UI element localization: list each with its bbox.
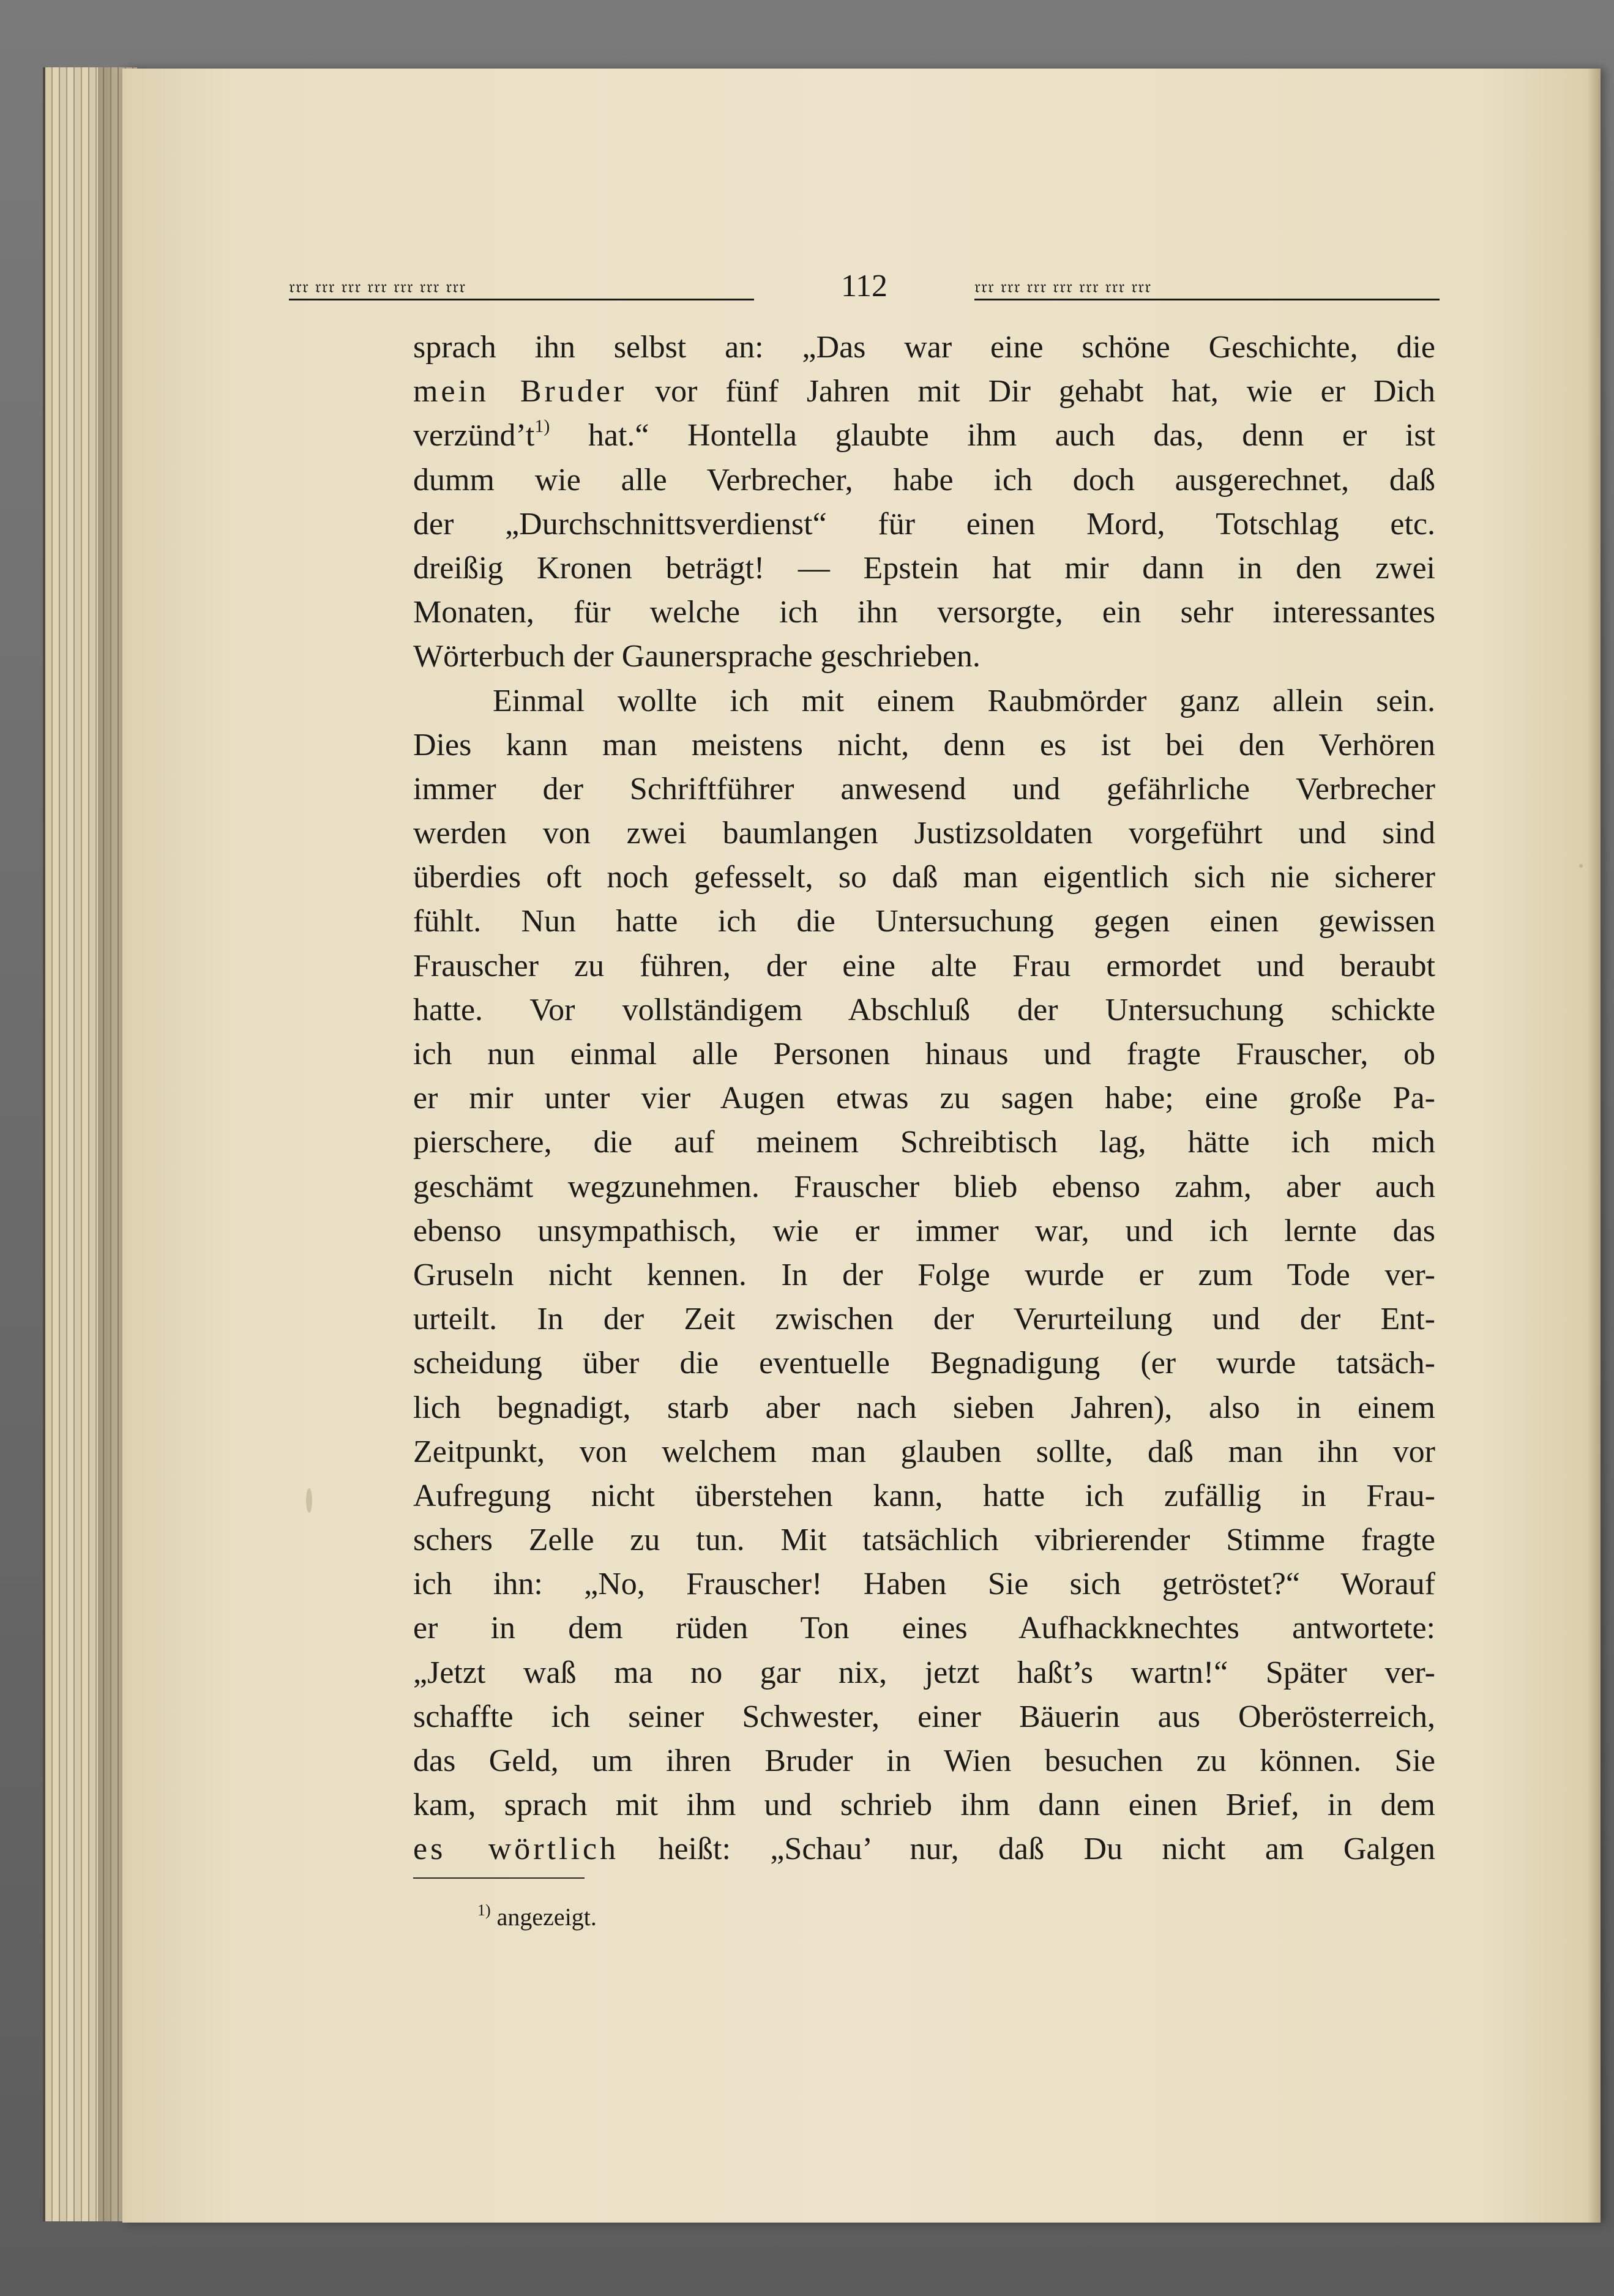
text-line: werden von zwei baumlangen Justizsoldaten vorgeführt und sind: [413, 816, 1435, 851]
paper-stain: [306, 1488, 312, 1513]
text-line: kam, sprach mit ihm und schrieb ihm dann einen Brief, in dem: [413, 1787, 1435, 1823]
paper-stain: [1579, 864, 1583, 868]
header-ornament-left: 𝔯𝔯𝔯 𝔯𝔯𝔯 𝔯𝔯𝔯 𝔯𝔯𝔯 𝔯𝔯𝔯 𝔯𝔯𝔯 𝔯𝔯𝔯: [289, 278, 754, 300]
text-line: [413, 370, 1435, 414]
text-line: ich ihn: „No, Frauscher! Haben Sie sich getröstet?“ Worauf: [413, 1567, 1435, 1602]
text-line: sprach ihn selbst an: „Das war eine schöne Geschichte, die: [413, 330, 1435, 365]
text-line: Dies kann man meistens nicht, denn es ist bei den Verhören: [413, 727, 1435, 762]
text-line: ebenso unsympathisch, wie er immer war, und ich lernte das: [413, 1213, 1435, 1248]
text-line: er mir unter vier Augen etwas zu sagen habe; eine große Pa-: [413, 1081, 1435, 1116]
text-line-start: verzünd’t: [413, 418, 535, 453]
header-ornament-right: 𝔯𝔯𝔯 𝔯𝔯𝔯 𝔯𝔯𝔯 𝔯𝔯𝔯 𝔯𝔯𝔯 𝔯𝔯𝔯 𝔯𝔯𝔯: [974, 278, 1440, 300]
text-line: ich nun einmal alle Personen hinaus und fragte Frauscher, ob: [413, 1037, 1435, 1072]
footnote-marker: 1): [477, 1901, 491, 1919]
text-line: das Geld, um ihren Bruder in Wien besuchen zu können. Sie: [413, 1743, 1435, 1778]
text-line: Einmal wollte ich mit einem Raubmörder ganz allein sein.: [493, 683, 1435, 718]
text-line: lich begnadigt, starb aber nach sieben Jahren), also in einem: [413, 1390, 1435, 1425]
text-line: er in dem rüden Ton eines Aufhackknechtes antwortete:: [413, 1611, 1435, 1646]
page-number: 112: [840, 269, 888, 304]
spaced-emphasis: es wörtlich: [413, 1832, 619, 1867]
text-line: Aufregung nicht überstehen kann, hatte ich zufällig in Frau-: [413, 1478, 1435, 1513]
text-line: Zeitpunkt, von welchem man glauben sollte, daß man ihn vor: [413, 1434, 1435, 1469]
text-line-rest: hat.“ Hontella glaubte ihm auch das, denn er ist: [588, 418, 1435, 453]
text-line: immer der Schriftführer anwesend und gefährliche Verbrecher: [413, 771, 1435, 807]
text-line: überdies oft noch gefesselt, so daß man eigentlich sich nie sicherer: [413, 860, 1435, 895]
text-line: Frauscher zu führen, der eine alte Frau ermordet und beraubt: [413, 948, 1435, 983]
text-line-rest: vor fünf Jahren mit Dir gehabt hat, wie er Dich: [655, 374, 1435, 409]
page-header: [289, 262, 1440, 311]
text-line-rest: heißt: „Schau’ nur, daß Du nicht am Galgen: [658, 1832, 1435, 1867]
text-line: Gruseln nicht kennen. In der Folge wurde er zum Tode ver-: [413, 1257, 1435, 1292]
text-line: geschämt wegzunehmen. Frauscher blieb ebenso zahm, aber auch: [413, 1169, 1435, 1204]
footnote-reference: 1): [534, 416, 550, 437]
text-line: schaffte ich seiner Schwester, einer Bäuerin aus Oberösterreich,: [413, 1699, 1435, 1734]
text-line: [413, 1827, 1435, 1871]
page-edge-shading: [1587, 69, 1601, 2223]
text-line: der „Durchschnittsverdienst“ für einen Mord, Totschlag etc.: [413, 506, 1435, 542]
footnote-divider: [413, 1877, 585, 1879]
text-line: schers Zelle zu tun. Mit tatsächlich vibrierender Stimme fragte: [413, 1523, 1435, 1558]
text-line: dreißig Kronen beträgt! — Epstein hat mir dann in den zwei: [413, 550, 1435, 586]
text-line: „Jetzt waß ma no gar nix, jetzt haßt’s wartn!“ Später ver-: [413, 1655, 1435, 1690]
footnote: [477, 1902, 597, 1933]
spaced-emphasis: mein Bruder: [413, 374, 627, 409]
text-line: hatte. Vor vollständigem Abschluß der Untersuchung schickte: [413, 992, 1435, 1027]
text-line: Monaten, für welche ich ihn versorgte, ein sehr interessantes: [413, 595, 1435, 630]
text-line: pierschere, die auf meinem Schreibtisch lag, hätte ich mich: [413, 1125, 1435, 1160]
text-line: fühlt. Nun hatte ich die Untersuchung gegen einen gewissen: [413, 904, 1435, 939]
text-line: scheidung über die eventuelle Begnadigung (er wurde tatsäch-: [413, 1346, 1435, 1381]
text-line: Wörterbuch der Gaunersprache geschrieben.: [413, 639, 981, 674]
text-line: dumm wie alle Verbrecher, habe ich doch ausgerechnet, daß: [413, 462, 1435, 498]
text-line: [413, 414, 1435, 458]
text-line: urteilt. In der Zeit zwischen der Verurteilung und der Ent-: [413, 1302, 1435, 1337]
body-text: [413, 326, 1435, 1872]
footnote-text: angezeigt.: [496, 1903, 597, 1931]
